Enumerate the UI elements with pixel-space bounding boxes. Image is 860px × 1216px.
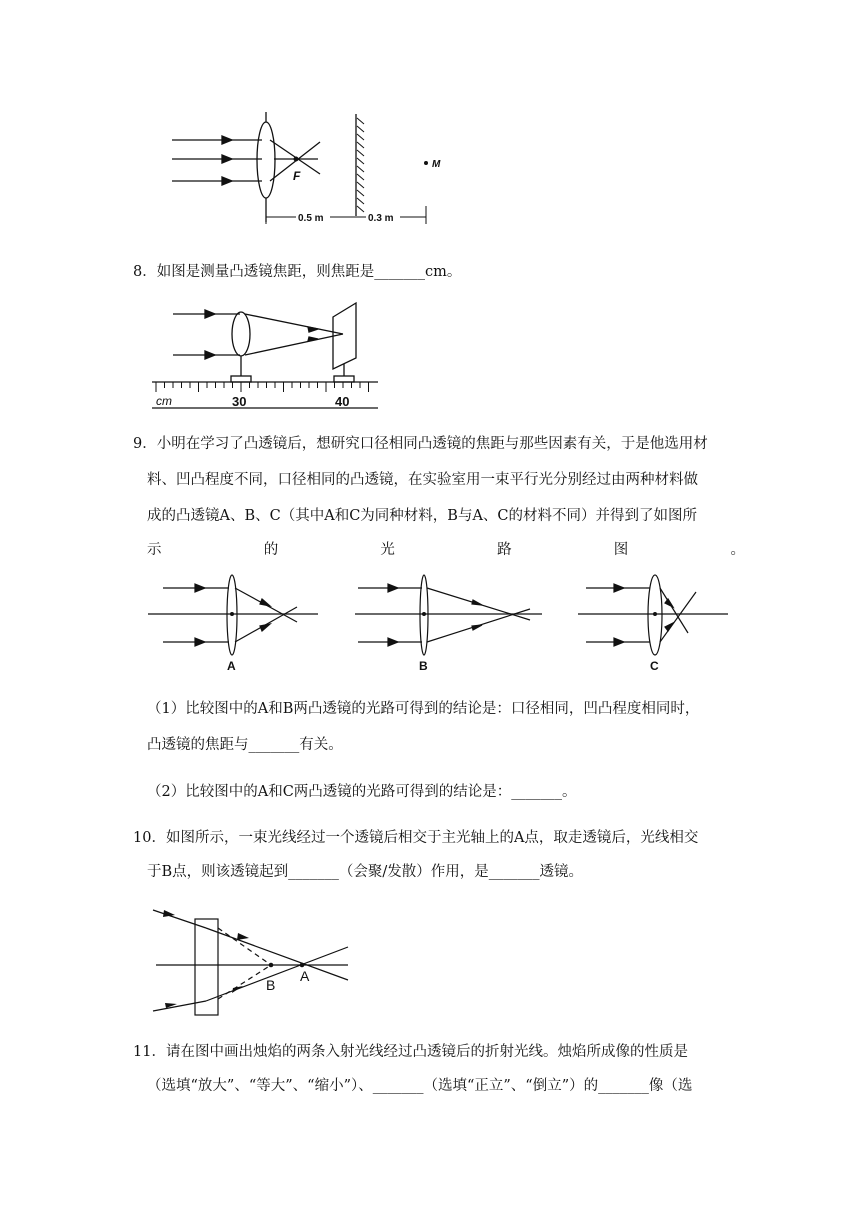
question-10-line-1: 10．如图所示，一束光线经过一个透镜后相交于主光轴上的A点，取走透镜后，光线相交	[133, 830, 699, 846]
question-10-line-2: 于B点，则该透镜起到_______（会聚/发散）作用，是_______透镜。	[147, 864, 584, 880]
question-9-sub-1b: 凸透镜的焦距与_______有关。	[147, 737, 343, 753]
point-label-a: A	[300, 968, 310, 984]
ruler-tick-40: 40	[335, 394, 350, 409]
three-lens-diagram	[0, 575, 860, 685]
focus-label: F	[293, 169, 301, 183]
question-11-line-1: 11．请在图中画出烛焰的两条入射光线经过凸透镜后的折射光线。烛焰所成像的性质是	[133, 1044, 688, 1060]
question-9-line-3: 成的凸透镜A、B、C（其中A和C为同种材料，B与A、C的材料不同）并得到了如图所	[147, 508, 698, 524]
question-9-line-4: 示 的 光 路 图 。	[147, 542, 745, 558]
question-9-sub-1a: （1）比较图中的A和B两凸透镜的光路可得到的结论是：口径相同，凹凸程度相同时，	[147, 701, 700, 717]
lens-label-b: B	[419, 659, 428, 673]
lens-label-c: C	[650, 659, 659, 673]
diverging-lens-diagram	[0, 905, 860, 1015]
ruler-tick-30: 30	[232, 394, 247, 409]
ruler-unit: cm	[156, 394, 172, 408]
lens-label-a: A	[227, 659, 236, 673]
question-11-line-2: （选填“放大”、“等大”、“缩小”）、_______（选填“正立”、“倒立”）的_______像（选	[147, 1078, 693, 1094]
point-label-b: B	[266, 977, 276, 993]
distance-label-1: 0.5 m	[298, 213, 324, 224]
point-label: M	[432, 159, 441, 170]
question-9-line-1: 9．小明在学习了凸透镜后，想研究口径相同凸透镜的焦距与那些因素有关，于是他选用材	[133, 436, 708, 452]
lens-mirror-diagram	[0, 0, 860, 240]
question-9-line-2: 料、凹凸程度不同，口径相同的凸透镜，在实验室用一束平行光分别经过由两种材料做	[147, 472, 698, 488]
focal-length-diagram	[0, 300, 860, 430]
question-9-sub-2: （2）比较图中的A和C两凸透镜的光路可得到的结论是：_______。	[147, 784, 577, 800]
distance-label-2: 0.3 m	[368, 213, 394, 224]
question-8: 8．如图是测量凸透镜焦距，则焦距是_______cm。	[133, 264, 462, 280]
